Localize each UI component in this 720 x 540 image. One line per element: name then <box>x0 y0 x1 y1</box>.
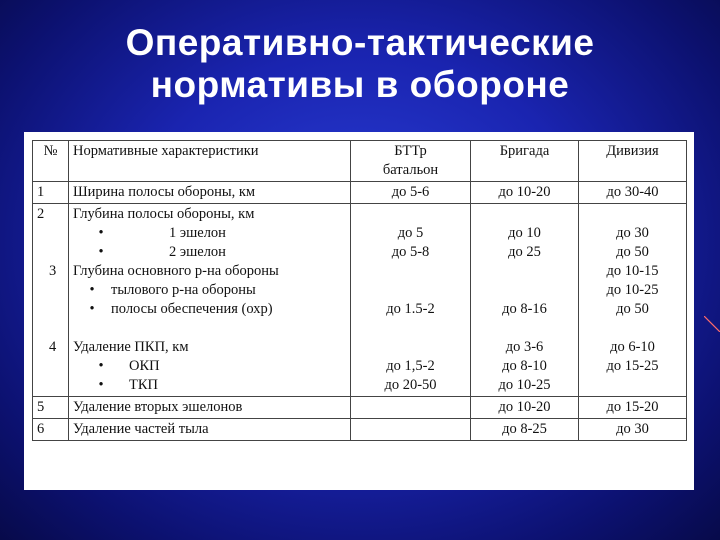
table-row <box>33 204 687 397</box>
cell-battalion <box>351 397 471 419</box>
row-characteristic: Ширина полосы обороны, км <box>69 182 351 204</box>
row-characteristic: Глубина основного р-на обороны <box>73 263 279 279</box>
cell-division: до 30 <box>579 419 687 441</box>
header-brigade: Бригада <box>471 141 579 182</box>
row-number-block <box>33 204 69 397</box>
slide-title-line-2: нормативы в обороне <box>150 64 570 105</box>
header-number: № <box>33 141 69 182</box>
table-row <box>33 182 687 204</box>
header-battalion <box>351 141 471 182</box>
cell-division: до 10-15 <box>606 263 659 279</box>
row-number: 2 <box>37 206 45 222</box>
row-characteristic: Удаление частей тыла <box>69 419 351 441</box>
list-item: • полосы обеспечения (охр) <box>73 300 346 319</box>
cell-battalion: до 5 <box>397 225 424 241</box>
header-characteristic: Нормативные характеристики <box>69 141 351 182</box>
cell-brigade: до 3-6 <box>505 339 544 355</box>
cell-division: до 15-25 <box>606 358 659 374</box>
header-battalion-line-2: батальон <box>382 162 439 178</box>
cell-battalion: до 1.5-2 <box>386 301 435 317</box>
row-characteristic: Удаление вторых эшелонов <box>69 397 351 419</box>
cell-division: до 10-25 <box>606 282 659 298</box>
cell-division: до 6-10 <box>610 339 655 355</box>
list-item: • ОКП <box>73 357 346 376</box>
cell-brigade: до 25 <box>508 244 541 260</box>
cell-division: до 30 <box>616 225 649 241</box>
row-number: 4 <box>49 339 57 355</box>
bullet-icon: • <box>98 244 104 260</box>
slide-title-line-1: Оперативно-тактические <box>125 22 595 63</box>
cell-division: до 50 <box>616 301 649 317</box>
cell-battalion-block <box>351 204 471 397</box>
cell-division: до 15-20 <box>579 397 687 419</box>
bullet-icon: • <box>89 282 95 298</box>
list-item: • тылового р-на обороны <box>73 281 346 300</box>
cell-brigade: до 8-10 <box>502 358 547 374</box>
cell-brigade-block <box>471 204 579 397</box>
list-item: • 2 эшелон <box>73 243 346 262</box>
cell-brigade: до 8-25 <box>471 419 579 441</box>
row-number: 6 <box>33 419 69 441</box>
list-item: • ТКП <box>73 376 346 395</box>
table-row <box>33 397 687 419</box>
cell-division: до 30-40 <box>579 182 687 204</box>
cell-brigade: до 10-20 <box>471 182 579 204</box>
row-number: 1 <box>33 182 69 204</box>
bullet-icon: • <box>98 377 104 393</box>
table-row <box>33 419 687 441</box>
cell-battalion: до 5-8 <box>391 244 430 260</box>
norms-table <box>32 140 687 441</box>
bullet-icon: • <box>89 301 95 317</box>
cell-battalion: до 1,5-2 <box>386 358 435 374</box>
cell-battalion: до 5-6 <box>351 182 471 204</box>
row-characteristic: Удаление ПКП, км <box>73 339 189 355</box>
cell-division: до 50 <box>616 244 649 260</box>
bullet-icon: • <box>98 358 104 374</box>
header-battalion-line-1: БТТр <box>394 143 427 159</box>
cell-division-block <box>579 204 687 397</box>
row-number: 5 <box>33 397 69 419</box>
cell-brigade: до 10 <box>508 225 541 241</box>
cell-battalion: до 20-50 <box>384 377 437 393</box>
diagonal-line-decoration <box>704 316 720 332</box>
cell-brigade: до 10-25 <box>498 377 551 393</box>
cell-brigade: до 8-16 <box>502 301 547 317</box>
table-sheet <box>24 132 694 490</box>
slide-title <box>0 22 720 106</box>
row-characteristic-block <box>69 204 351 397</box>
header-division: Дивизия <box>579 141 687 182</box>
cell-battalion <box>351 419 471 441</box>
row-number: 3 <box>49 263 57 279</box>
cell-brigade: до 10-20 <box>471 397 579 419</box>
table-header-row <box>33 141 687 182</box>
bullet-icon: • <box>98 225 104 241</box>
row-characteristic: Глубина полосы обороны, км <box>73 206 255 222</box>
list-item: • 1 эшелон <box>73 224 346 243</box>
